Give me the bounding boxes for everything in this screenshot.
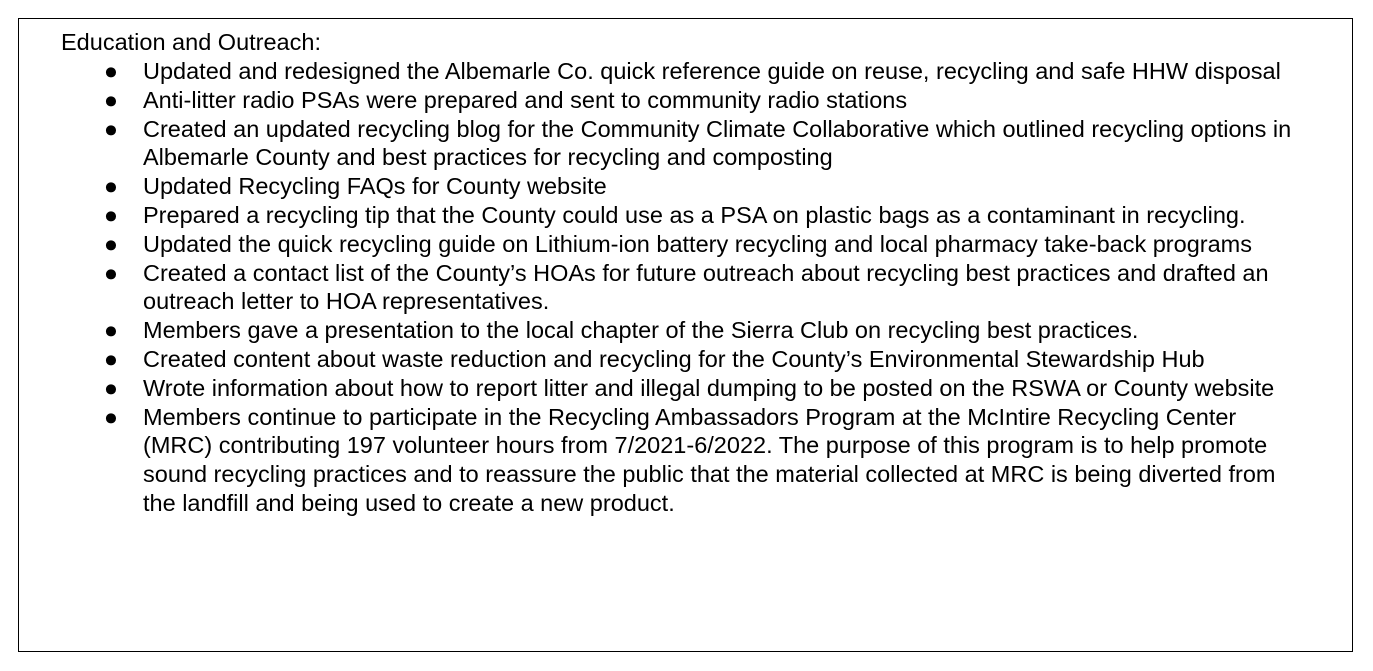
education-outreach-list: [0, 57, 1303, 518]
list-item: [0, 259, 1303, 317]
list-item: [0, 374, 1303, 403]
list-item-text: Created content about waste reduction and recycling for the County’s Environmental Stewardship Hub: [143, 345, 1205, 372]
bullet-icon: ●: [103, 403, 119, 430]
bullet-icon: ●: [103, 345, 119, 372]
list-item: [0, 316, 1303, 345]
list-item-text: Updated Recycling FAQs for County website: [143, 173, 607, 200]
list-item-text: Members gave a presentation to the local chapter of the Sierra Club on recycling best practices.: [143, 317, 1139, 344]
list-item-text: Members continue to participate in the Recycling Ambassadors Program at the McIntire Recycling Center (MRC) contributing 197 volunteer hours from 7/2021-6/2022. The purpose of this program is to help promote sound recycling practices and to reassure the public that the material collected at MRC is being diverted from the landfill and being used to create a new product.: [143, 403, 1276, 516]
list-item: [0, 403, 1303, 518]
list-item: [0, 345, 1303, 374]
list-item: [0, 115, 1303, 173]
list-item-text: Created an updated recycling blog for the Community Climate Collaborative which outlined recycling options in Albemarle County and best practices for recycling and composting: [143, 115, 1292, 171]
list-item-text: Anti-litter radio PSAs were prepared and sent to community radio stations: [143, 86, 908, 113]
bullet-icon: ●: [103, 230, 119, 257]
bullet-icon: ●: [103, 86, 119, 113]
list-item: [0, 57, 1303, 86]
bullet-icon: ●: [103, 115, 119, 142]
list-item: [0, 201, 1303, 230]
list-item: [0, 86, 1303, 115]
list-item-text: Wrote information about how to report litter and illegal dumping to be posted on the RSWA or County website: [143, 374, 1275, 401]
section-heading: Education and Outreach:: [61, 29, 321, 55]
list-item-text: Updated the quick recycling guide on Lithium-ion battery recycling and local pharmacy take-back programs: [143, 230, 1252, 257]
list-item-text: Updated and redesigned the Albemarle Co. quick reference guide on reuse, recycling and safe HHW disposal: [143, 58, 1281, 84]
bullet-icon: ●: [103, 201, 119, 228]
bullet-icon: ●: [103, 374, 119, 401]
bullet-icon: ●: [103, 173, 119, 200]
bullet-icon: ●: [103, 317, 119, 344]
list-item: [0, 172, 1303, 201]
list-item: [0, 230, 1303, 259]
bullet-icon: ●: [103, 58, 119, 84]
bullet-icon: ●: [103, 259, 119, 286]
list-item-text: Prepared a recycling tip that the County could use as a PSA on plastic bags as a contaminant in recycling.: [143, 201, 1246, 228]
list-item-text: Created a contact list of the County’s HOAs for future outreach about recycling best practices and drafted an outreach letter to HOA representatives.: [143, 259, 1269, 315]
